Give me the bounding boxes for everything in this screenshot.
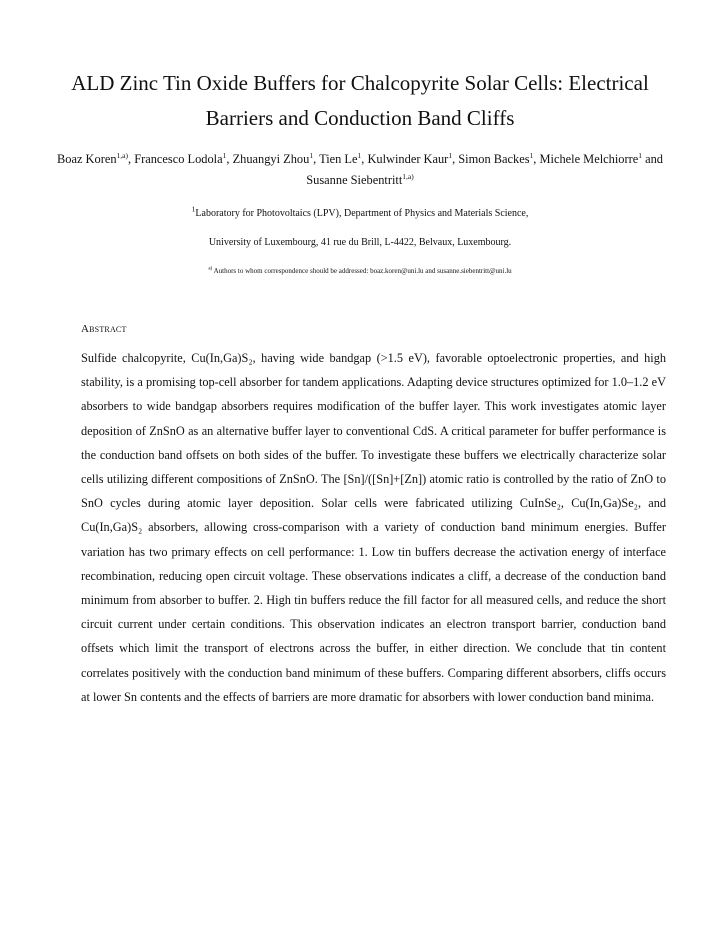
correspondence-note — [40, 266, 680, 276]
author-name: Susanne Siebentritt — [306, 173, 403, 187]
author-affiliation-marker: 1,a) — [402, 171, 414, 181]
affiliation-line-1 — [40, 204, 680, 221]
correspondence-marker: a) — [208, 266, 213, 272]
author-affiliation-marker: 1 — [309, 150, 314, 160]
author-affiliation-marker: 1 — [222, 150, 227, 160]
author-name: Kulwinder Kaur — [367, 152, 449, 166]
paper-title-line-1: ALD Zinc Tin Oxide Buffers for Chalcopyrite Solar Cells: Electrical — [71, 71, 649, 95]
paper-title-line-2: Barriers and Conduction Band Cliffs — [205, 106, 515, 130]
author-name: Francesco Lodola — [134, 152, 223, 166]
author-affiliation-marker: 1 — [448, 150, 453, 160]
author-name: Simon Backes — [458, 152, 530, 166]
author-affiliation-marker: 1 — [529, 150, 534, 160]
author-name: Boaz Koren — [57, 152, 117, 166]
author-affiliation-marker: 1 — [638, 150, 642, 160]
correspondence-text: Authors to whom correspondence should be addressed: boaz.koren@uni.lu and susanne.siebentritt@uni.lu — [212, 267, 512, 275]
paper-title — [40, 66, 680, 136]
affiliation-marker: 1 — [191, 204, 196, 214]
author-name: Zhuangyi Zhou — [232, 152, 310, 166]
abstract-heading: Abstract — [81, 323, 127, 335]
abstract-body: Sulfide chalcopyrite, Cu(In,Ga)S₂, having wide bandgap (>1.5 eV), favorable optoelectronic properties, and high stability, is a promising top-cell absorber for tandem applications. Adapting device structures optimized for 1.0–1.2 eV absorbers to wide bandgap absorbers requires modification of the buffer layer. This work investigates atomic layer deposition of ZnSnO as an alternative buffer layer to conventional CdS. A critical parameter for buffer performance is the conduction band offsets on both sides of the buffer. To investigate these buffers we electrically characterize solar cells utilizing different compositions of ZnSnO. The [Sn]/([Sn]+[Zn]) atomic ratio is controlled by the ratio of ZnO to SnO cycles during atomic layer deposition. Solar cells were fabricated utilizing CuInSe₂, Cu(In,Ga)Se₂, and Cu(In,Ga)S₂ absorbers, allowing cross-comparison with a variety of conduction band minimum energies. Buffer variation has two primary effects on cell performance: 1. Low tin buffers decrease the activation energy of interface recombination, reducing open circuit voltage. These observations indicates a cliff, a decrease of the conduction band minimum from absorber to buffer. 2. High tin buffers reduce the fill factor for all measured cells, and reduce the short circuit current under certain conditions. This observation indicates an electron transport barrier, conduction band offsets which limit the transport of electrons across the buffer, in either direction. We conclude that tin content correlates positively with the conduction band minimum of these buffers. Comparing different absorbers, cliffs occurs at lower Sn contents and the effects of barriers are more dramatic for absorbers with lower conduction band minima. — [81, 351, 666, 704]
author-name: Tien Le — [319, 152, 358, 166]
affiliation-text-1: Laboratory for Photovoltaics (LPV), Department of Physics and Materials Science, — [195, 208, 529, 219]
affiliation-line-2: University of Luxembourg, 41 rue du Brill, L-4422, Belvaux, Luxembourg. — [208, 237, 512, 248]
author-affiliation-marker: 1 — [357, 150, 362, 160]
author-list: Boaz Koren$^{1,a)}$, Francesco Lodola$^1$, Zhuangyi Zhou$^1$, Tien Le$^1$, Kulwinder Kaur$^1$, Simon Backes$^1$, Michele Melchiorre$^1$ and Susanne Siebentritt$^{1,a)}$ — [57, 150, 663, 187]
author-name: Michele Melchiorre — [539, 152, 639, 166]
author-affiliation-marker: 1,a) — [116, 150, 128, 160]
